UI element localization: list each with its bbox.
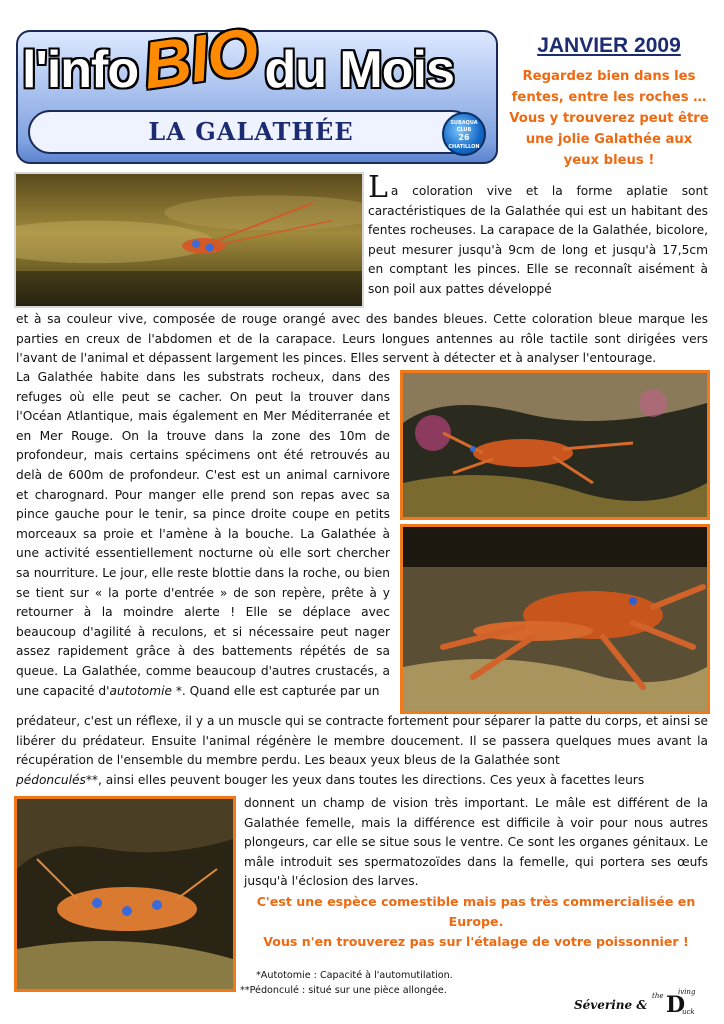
- dropcap-letter: L: [368, 170, 388, 205]
- page-title: [22, 13, 492, 103]
- footnote-autotomie: *Autotomie : Capacité à l'automutilation.: [256, 970, 453, 981]
- highlight-fishmonger: Vous n'en trouverez pas sur l'étalage de votre poissonnier !: [263, 934, 689, 949]
- highlight-edible: C'est une espèce comestible mais pas très commercialisée en Europe.: [256, 894, 696, 929]
- paragraph-2-text: La Galathée habite dans les substrats rocheux, dans des refuges où elle peut se cacher. On peut la trouver dans l'Océan Atlantique, mais également en Mer Méditerranée et en Mer Rouge. On la trouve dans la zone des 10m de profondeur, mais certains spécimens ont été retrouvés au delà de 600m de profondeur. C'est est un animal carnivore et charognard. Pour manger elle prend son repas avec sa pince gauche pour le tenir, sa pince droite coupe en petits morceaux sa proie et l'amène à la bouche. La Galathée à une activité essentiellement nocturne où elle sort chercher sa nourriture. Le jour, elle reste blottie dans la roche, ou bien se tient sur « la porte d'entrée » de son repère, prête à y retourner à la moindre alerte ! Elle se déplace avec beaucoup d'agilité à reculons, et si nécessaire peut nager assez rapidement grâce à des battements répétés de sa queue. La Galathée, comme beaucoup d'autres crustacés, a une capacité d': [16, 370, 390, 698]
- footnote-pedoncule: **Pédonculé : situé sur une pièce allongée.: [240, 985, 447, 996]
- footnotes: [240, 968, 520, 998]
- galathea-photo-closeup: [14, 796, 236, 992]
- article-paragraph-1-continued: et à sa couleur vive, composée de rouge orangé avec des bandes bleues. Cette coloration bleue marque les parties en creux de l'abdomen et de la carapace. Leurs longues antennes au rôle tactile sont dirigées vers l'avant de l'animal et dépassent largement les pinces. Elles servent à détecter et à analyser l'entourage.: [16, 312, 708, 366]
- autotomie-term: autotomie: [109, 683, 172, 698]
- galathea-photo-sand: [400, 524, 710, 714]
- paragraph-1-text: a coloration vive et la forme aplatie sont caractéristiques de la Galathée qui est un habitant des fentes rocheuses. La carapace de la Galathée, bicolore, peut mesurer jusqu'à 9cm de long et jusqu'à 17,5cm en comptant les pinces. Elle se reconnaît aisément à son poil aux pattes développé: [368, 184, 708, 296]
- paragraph-2-full: prédateur, c'est un réflexe, il y a un muscle qui se contracte fortement pour séparer la patte du corps, et ainsi se libérer du prédateur. Ensuite l'animal régénère le membre doucement. Il se passera quelques mues avant la récupération de l'ensemble du membre perdu. Les beaux yeux bleus de la Galathée sont: [16, 714, 708, 768]
- galathea-photo-crevice: [400, 370, 710, 520]
- intro-teaser: Regardez bien dans les fentes, entre les roches … Vous y trouverez peut être une jolie Galathée aux yeux bleus !: [509, 69, 709, 168]
- author-name: Séverine &: [574, 998, 648, 1012]
- issue-date: JANVIER 2009: [537, 34, 681, 57]
- article-paragraph-1: [368, 170, 708, 300]
- diving-duck-logo: [652, 986, 712, 1020]
- galathea-photo-rock: [14, 172, 364, 308]
- signature: [574, 986, 714, 1022]
- title-left: l'info: [22, 41, 139, 99]
- article-paragraph-3: donnent un champ de vision très important. Le mâle est différent de la Galathée femelle, mais la différence est difficile à voir pour nous autres plongeurs, car elle se situe sous le ventre. Ce sont les organes génitaux. Le mâle introduit ses spermatozoïdes dans la femelle, qui portera ses œufs jusqu'à l'éclosion des larves.: [244, 796, 708, 889]
- title-right: du Mois: [264, 41, 454, 99]
- logo-letter: D: [666, 992, 686, 1018]
- paragraph-2-tail: *. Quand elle est capturée par un: [171, 683, 380, 698]
- pedoncules-term: pédonculés: [16, 772, 86, 787]
- logo-the: the: [652, 992, 664, 1000]
- title-bio: BIO: [138, 13, 263, 103]
- club-logo: SUBAQUA CLUB 26 CHATILLON: [442, 112, 486, 156]
- logo-uck: uck: [682, 1008, 695, 1016]
- highlight-box: [244, 892, 708, 952]
- paragraph-2-end: **, ainsi elles peuvent bouger les yeux dans toutes les directions. Ces yeux à facettes leurs: [85, 772, 645, 787]
- article-title: LA GALATHÉE: [148, 117, 354, 146]
- article-paragraph-2-continued: [16, 712, 708, 790]
- logo-iving: iving: [678, 988, 696, 996]
- article-paragraph-2: [16, 368, 390, 701]
- subtitle-pill: [28, 110, 474, 154]
